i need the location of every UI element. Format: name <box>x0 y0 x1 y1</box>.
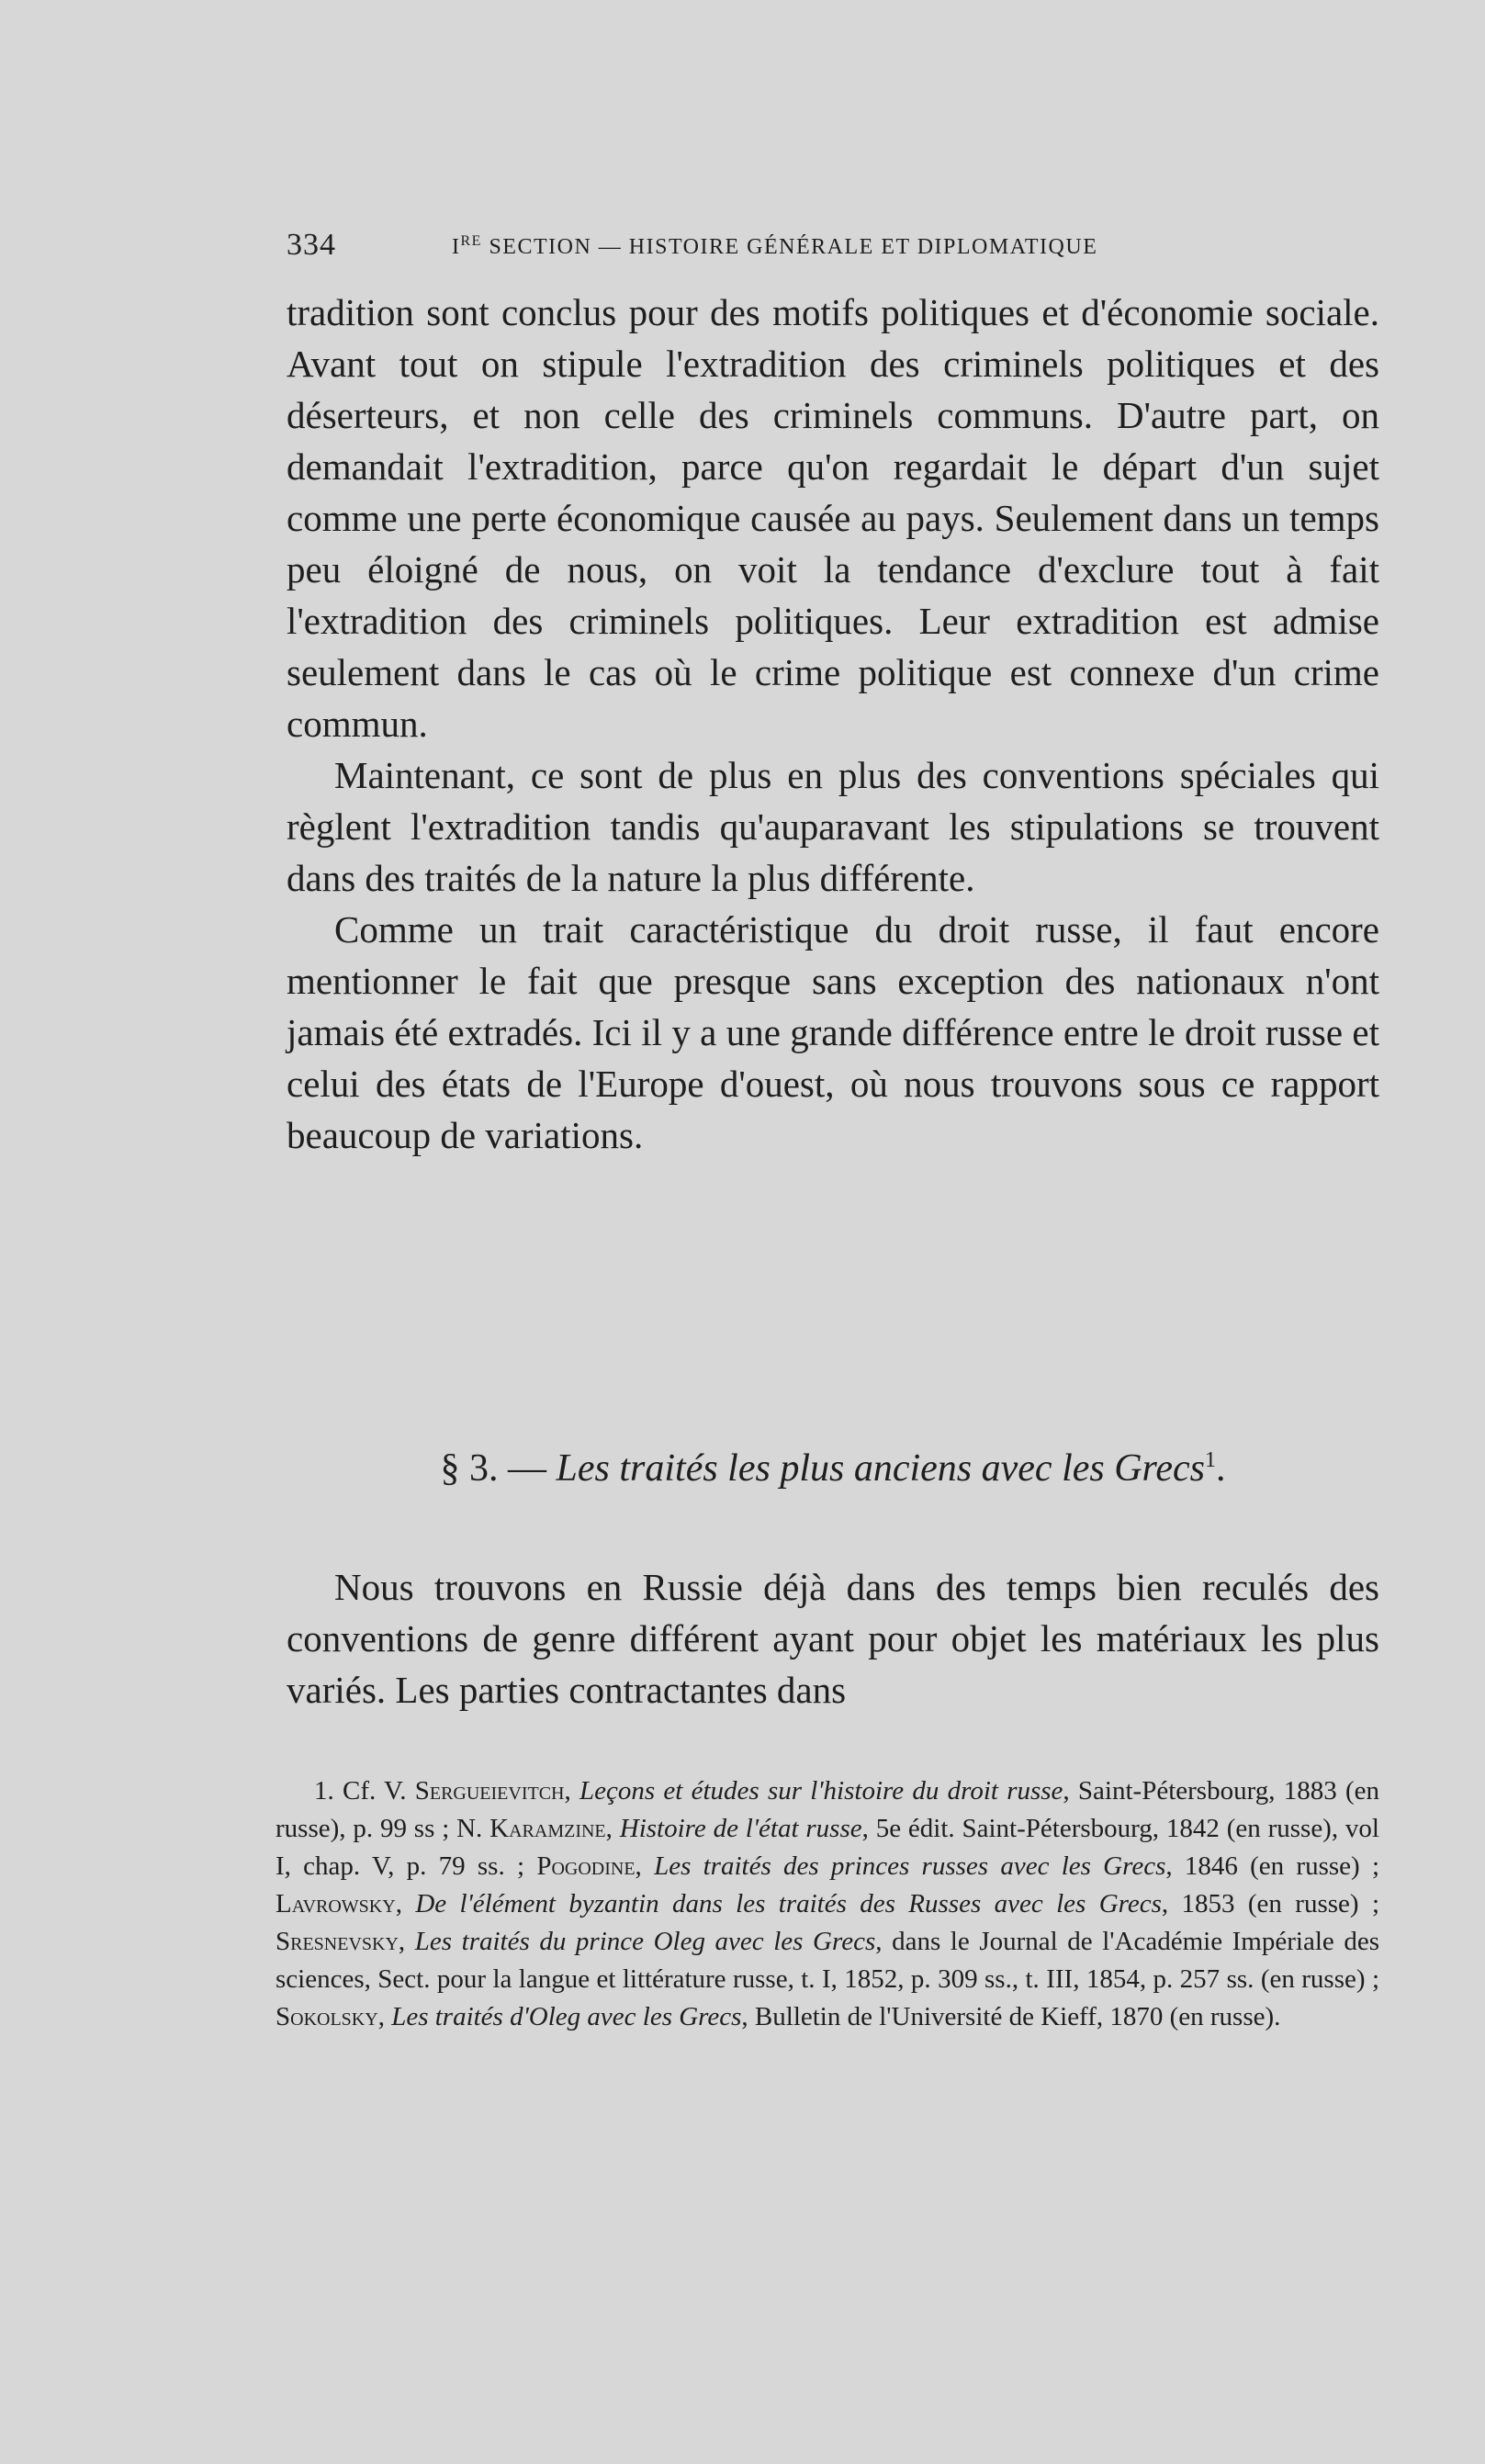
paragraph-2: Maintenant, ce sont de plus en plus des conventions spéciales qui règlent l'extradition tandis qu'auparavant les stipulations se trouvent dans des traités de la nature la plus différente. <box>287 754 1379 899</box>
fn-part: , 1853 (en russe) ; <box>1161 1889 1380 1918</box>
section-prefix: § 3. — <box>440 1447 546 1490</box>
footnote <box>276 1772 1379 2036</box>
fn-author: Sergueievitch <box>414 1776 565 1806</box>
page-header <box>287 228 1379 264</box>
running-head <box>452 233 1097 260</box>
footnote-ref: 1 <box>1204 1448 1216 1472</box>
footnote-marker: 1. <box>314 1776 334 1806</box>
fn-part: , dans le Journal de l'Académie Impériale des sciences, Sect. pour la langue et littérature russe, t. I, 1852, p. 309 ss., t. III, 1854, p. 257 ss. (en russe) ; <box>276 1927 1379 1994</box>
fn-title: Les traités d'Oleg avec les Grecs <box>391 2002 742 2031</box>
section-title-text: Les traités les plus anciens avec les Grecs <box>556 1447 1205 1490</box>
section-heading <box>287 1446 1379 1491</box>
fn-part: , Bulletin de l'Université de Kieff, 1870 (en russe). <box>741 2002 1281 2031</box>
page-number: 334 <box>287 228 336 262</box>
section-ordinal: I <box>452 235 461 259</box>
section-ordinal-sup: RE <box>460 233 482 249</box>
section-title-end: . <box>1215 1447 1226 1490</box>
fn-title: Les traités des princes russes avec les Grecs <box>654 1851 1166 1881</box>
fn-title: De l'élément byzantin dans les traités des Russes avec les Grecs <box>415 1889 1162 1918</box>
fn-part: , <box>564 1776 580 1806</box>
paragraph-1: tradition sont conclus pour des motifs politiques et d'économie sociale. Avant tout on stipule l'extradition des criminels politiques et des déserteurs, et non celle des criminels communs. D'autre part, on demandait l'extradition, parce qu'on regardait le départ d'un sujet comme une perte économique causée au pays. Seulement dans un temps peu éloigné de nous, on voit la tendance d'exclure tout à fait l'extradition des criminels politiques. Leur extradition est admise seulement dans le cas où le crime politique est connexe d'un crime commun. <box>287 291 1379 745</box>
fn-author: Sokolsky <box>276 2002 378 2031</box>
fn-part: , <box>398 1927 415 1956</box>
paragraph-4: Nous trouvons en Russie déjà dans des temps bien reculés des conventions de genre différent ayant pour objet les matériaux les plus variés. Les parties contractantes dans <box>287 1566 1379 1711</box>
fn-part: Cf. V. <box>343 1776 415 1806</box>
fn-part: , <box>377 2002 392 2031</box>
footnote-text <box>276 1776 1379 2031</box>
fn-part: , <box>635 1851 655 1881</box>
fn-part: , 5e édit. Saint-Pétersbourg, 1842 (en russe), vol I, chap. V, p. 79 ss. ; <box>276 1814 1379 1881</box>
fn-part: , <box>605 1814 620 1843</box>
fn-part: , Saint-Pétersbourg, 1883 (en russe), p. 99 ss ; N. <box>276 1776 1380 1843</box>
fn-title: Histoire de l'état russe <box>619 1814 862 1843</box>
fn-author: Lavrowsky <box>276 1889 396 1918</box>
fn-part: , 1846 (en russe) ; <box>1165 1851 1380 1881</box>
fn-title: Leçons et études sur l'histoire du droit russe <box>579 1776 1063 1806</box>
fn-author: Sresnevsky <box>276 1927 399 1956</box>
fn-part: , <box>395 1889 416 1918</box>
fn-title: Les traités du prince Oleg avec les Grecs <box>414 1927 876 1956</box>
paragraph-3: Comme un trait caractéristique du droit russe, il faut encore mentionner le fait que presque sans exception des nationaux n'ont jamais été extradés. Ici il y a une grande différence entre le droit russe et celui des états de l'Europe d'ouest, où nous trouvons sous ce rapport beaucoup de variations. <box>287 908 1379 1156</box>
fn-author: Pogodine <box>536 1851 636 1881</box>
running-title: SECTION — HISTOIRE GÉNÉRALE ET DIPLOMATIQUE <box>489 235 1098 259</box>
body-text <box>287 287 1379 1161</box>
fn-author: Karamzine <box>489 1814 606 1843</box>
